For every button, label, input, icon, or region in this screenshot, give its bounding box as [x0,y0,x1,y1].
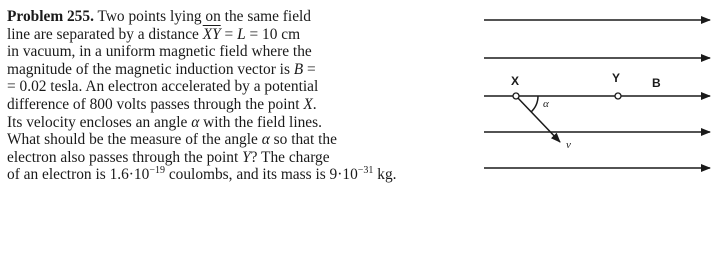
label-b: B [652,76,661,90]
point-x-marker [513,93,519,99]
problem-line-9 [7,149,482,167]
text-run: difference of 800 volts passes through the point [7,95,304,113]
text-run: electron also passes through the point [7,148,243,166]
problem-line-5 [7,78,482,96]
text-run: line are separated by a distance [7,25,203,43]
text-run: What should be the measure of the angle [7,131,262,149]
problem-line-6 [7,96,482,114]
exponent: −19 [149,165,165,177]
text-run: Two points lying on the same field [93,8,311,25]
symbol-alpha: α [191,113,200,131]
text-run: ? The charge [250,148,330,166]
text-run: = 0.02 tesla. An electron accelerated by a potential [7,78,319,96]
field-diagram [478,0,720,200]
text-run: = [220,25,238,43]
label-alpha: α [543,98,549,110]
velocity-vector [516,96,560,142]
symbol-b: B [293,60,304,78]
text-run: kg. [373,166,397,184]
text-run: in vacuum, in a uniform magnetic field where the [7,43,312,61]
text-run: with the field lines. [199,113,322,131]
problem-line-1 [7,8,482,26]
text-run: so that the [269,131,337,149]
problem-line-8 [7,131,482,149]
text-run: = [303,60,316,78]
exponent: −31 [357,165,374,177]
problem-text [7,8,482,184]
text-run: . [312,95,317,113]
symbol-alpha: α [261,131,270,149]
text-run: magnitude of the magnetic induction vector is [7,60,294,78]
angle-arc [531,96,538,112]
symbol-x: X [303,95,313,113]
problem-line-7 [7,114,482,132]
problem-line-3 [7,43,482,61]
text-run: = 10 cm [245,25,301,43]
problem-number: Problem 255. [7,8,94,25]
label-v: v [566,139,571,151]
text-run: coulombs, and its mass is 9·10 [164,166,358,184]
label-x: X [511,74,520,88]
text-run: Its velocity encloses an angle [7,113,192,131]
segment-xy: $\overline{XY}$ [202,25,221,43]
symbol-l: L [237,25,246,43]
problem-line-4 [7,61,482,79]
symbol-y: Y [242,148,251,166]
point-y-marker [615,93,621,99]
text-run: of an electron is 1.6·10 [7,166,150,184]
label-y: Y [612,71,621,85]
problem-line-2 [7,26,482,44]
